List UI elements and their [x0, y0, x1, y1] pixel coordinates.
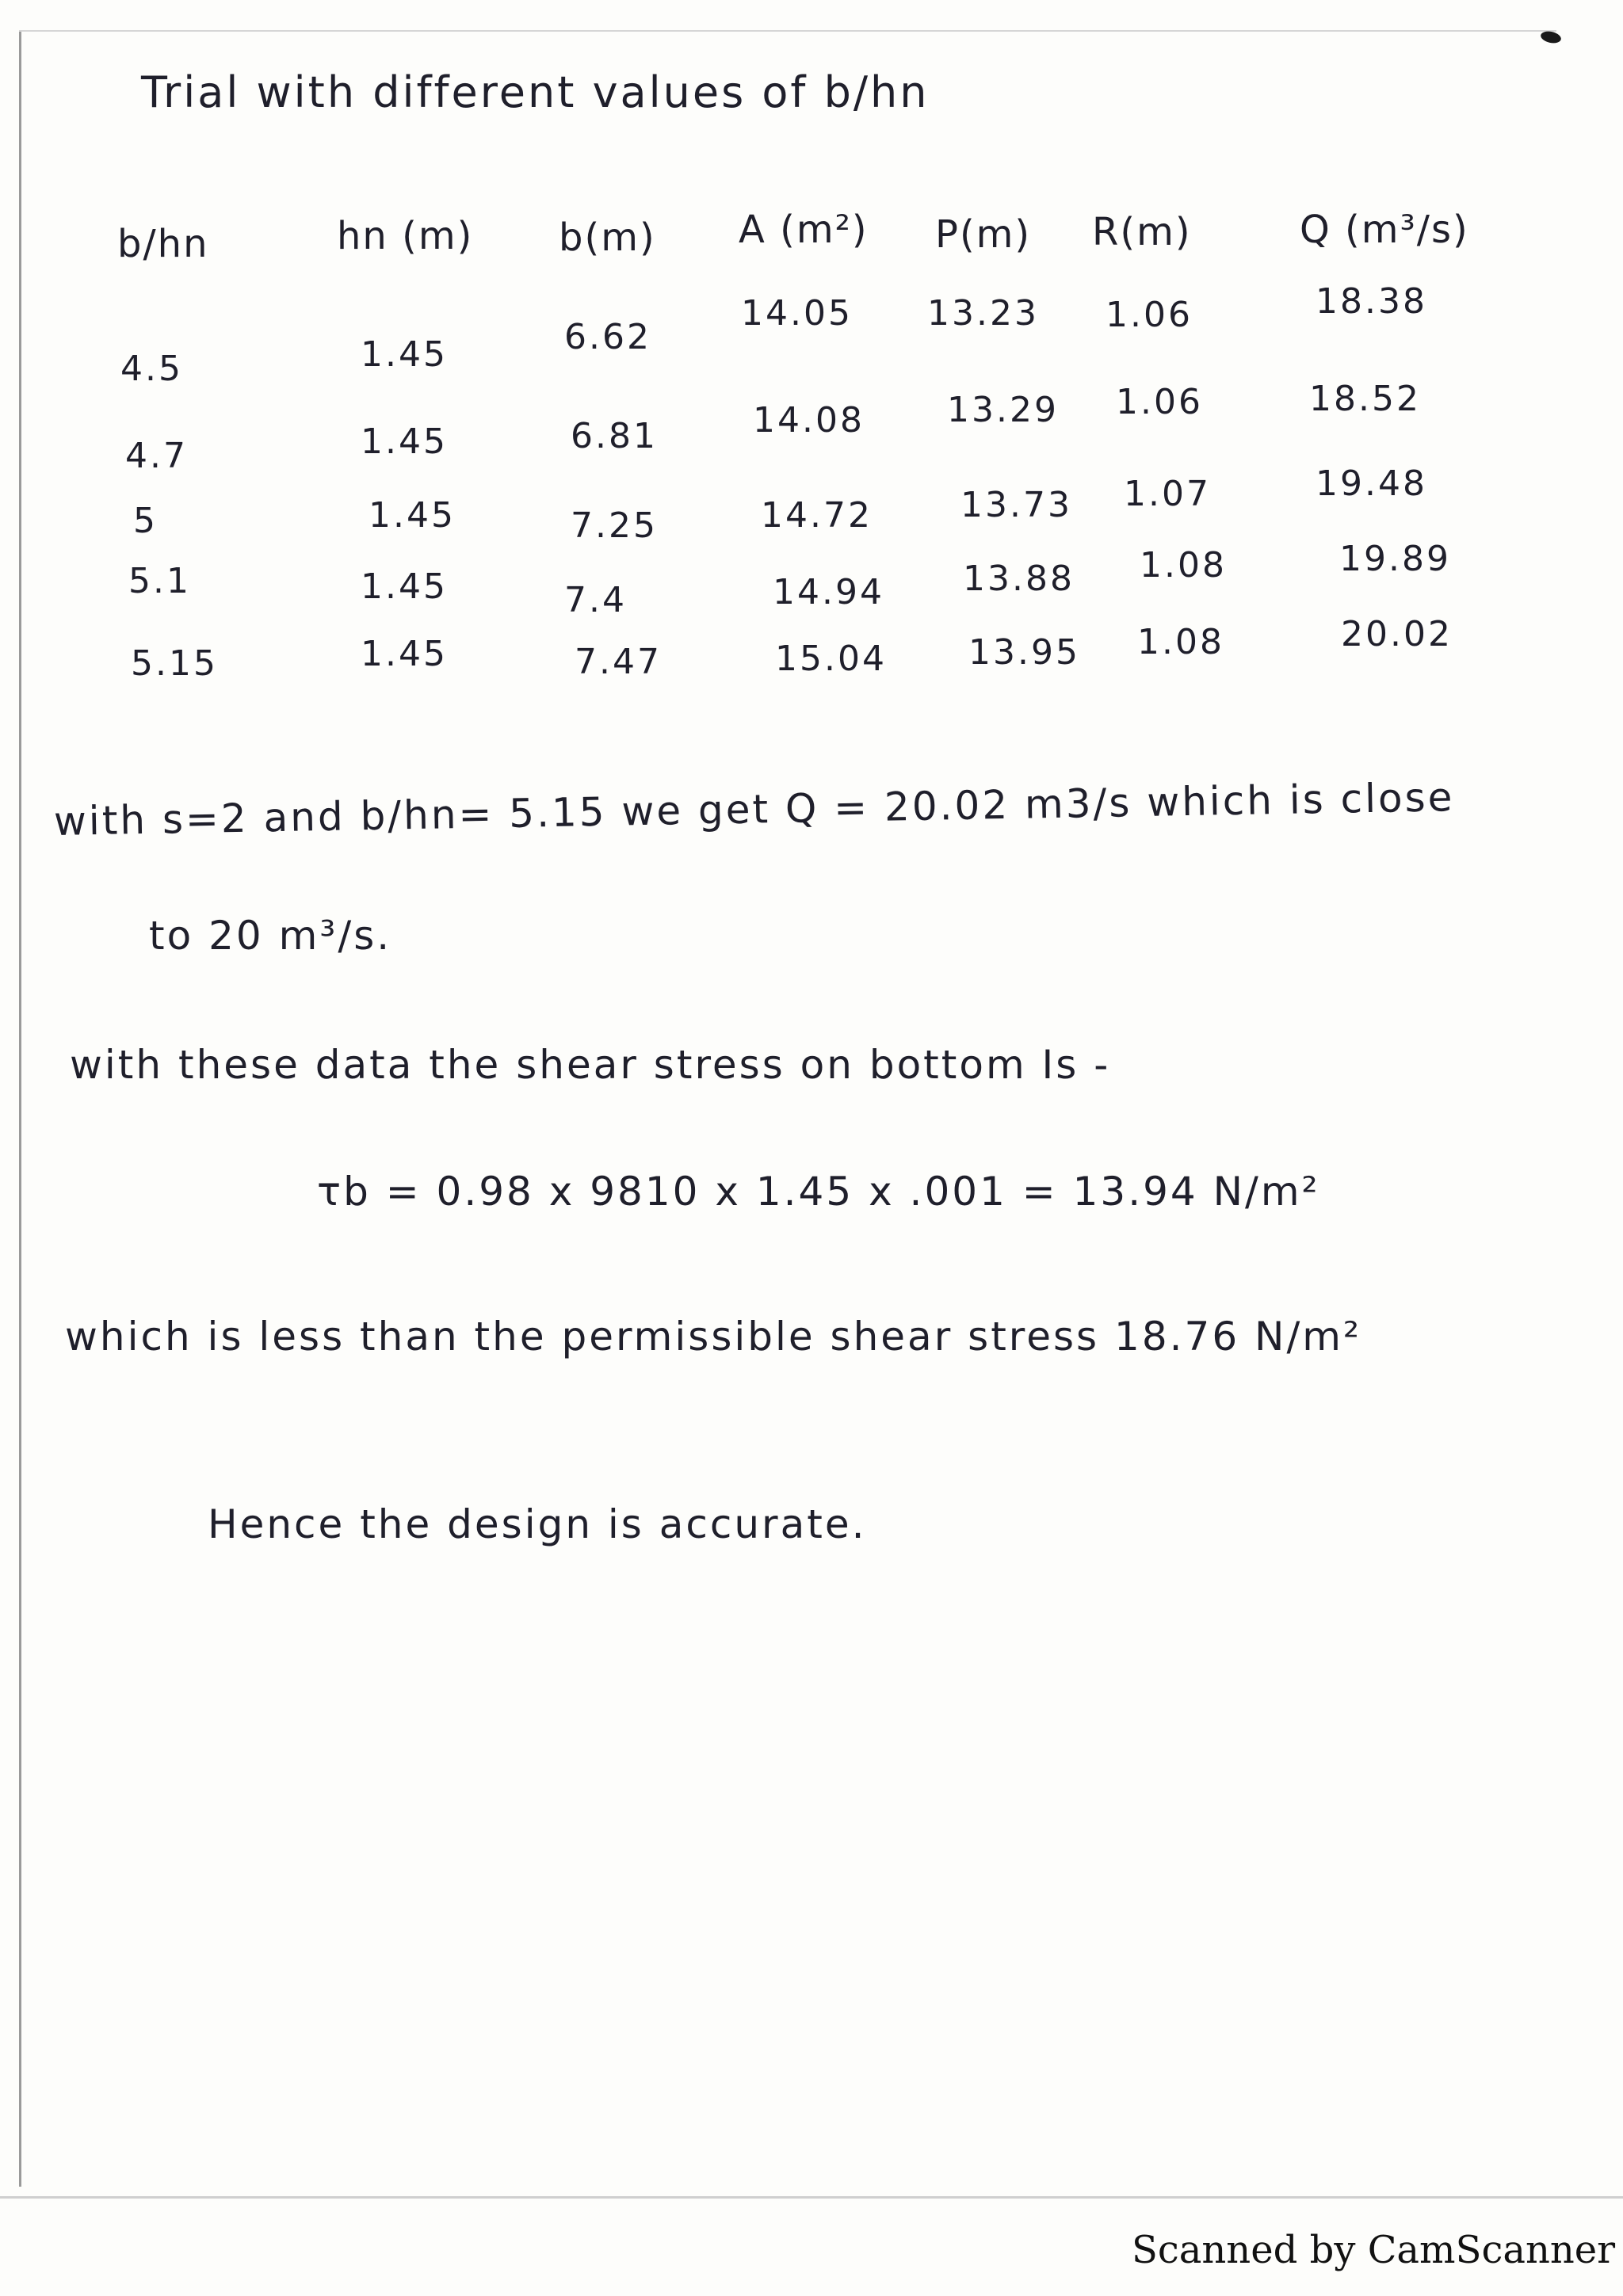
table-cell: 14.72 [761, 495, 873, 536]
shear-stress-equation: τb = 0.98 x 9810 x 1.45 x .001 = 13.94 N/m² [317, 1169, 1320, 1215]
table-cell: 7.4 [564, 580, 627, 620]
conclusion-line-1: with s=2 and b/hn= 5.15 we get Q = 20.02 m3/s which is close [53, 774, 1455, 845]
table-cell: 1.45 [361, 634, 448, 674]
table-cell: 5.1 [128, 561, 191, 601]
table-cell: 4.7 [125, 436, 188, 476]
table-cell: 1.06 [1116, 382, 1203, 422]
table-cell: 13.73 [960, 485, 1072, 525]
table-cell: 6.81 [571, 416, 658, 456]
table-cell: 1.45 [361, 334, 448, 375]
page-title: Trial with different values of b/hn [141, 67, 930, 117]
header-b: b(m) [559, 215, 656, 260]
table-cell: 6.62 [564, 317, 651, 357]
header-area: A (m²) [739, 208, 869, 252]
table-cell: 7.25 [571, 505, 658, 546]
header-b-hn: b/hn [117, 222, 209, 266]
table-cell: 13.88 [963, 559, 1075, 599]
page-left-edge [19, 32, 21, 2187]
page-bottom-edge [0, 2196, 1623, 2199]
table-cell: 14.05 [741, 293, 853, 334]
table-cell: 19.48 [1316, 463, 1427, 504]
ink-mark [1540, 29, 1562, 44]
header-discharge: Q (m³/s) [1300, 208, 1469, 252]
table-cell: 1.07 [1124, 474, 1211, 514]
table-cell: 18.38 [1316, 281, 1427, 322]
conclusion-final: Hence the design is accurate. [208, 1501, 867, 1547]
table-cell: 7.47 [575, 642, 662, 682]
shear-stress-line: with these data the shear stress on bottom Is - [70, 1042, 1111, 1088]
table-cell: 1.45 [361, 566, 448, 607]
table-cell: 20.02 [1341, 614, 1453, 654]
page-top-edge [19, 30, 1556, 32]
table-cell: 1.45 [369, 495, 456, 536]
header-hn: hn (m) [337, 214, 474, 258]
table-cell: 13.95 [968, 632, 1080, 673]
table-cell: 13.29 [947, 390, 1059, 430]
table-cell: 5 [133, 501, 158, 541]
table-cell: 15.04 [775, 639, 887, 679]
table-cell: 4.5 [120, 349, 183, 389]
table-cell: 1.06 [1106, 295, 1193, 335]
table-cell: 18.52 [1309, 379, 1421, 419]
table-cell: 14.08 [753, 400, 865, 441]
header-radius: R(m) [1092, 210, 1192, 254]
table-cell: 1.45 [361, 421, 448, 462]
table-cell: 1.08 [1140, 545, 1227, 585]
table-cell: 5.15 [131, 643, 218, 684]
table-cell: 19.89 [1339, 539, 1451, 579]
header-perimeter: P(m) [935, 212, 1032, 257]
conclusion-line-2: to 20 m³/s. [149, 913, 392, 959]
permissible-stress-line: which is less than the permissible shear stress 18.76 N/m² [65, 1314, 1362, 1360]
table-cell: 13.23 [927, 293, 1039, 334]
scanner-watermark: Scanned by CamScanner [1132, 2228, 1616, 2272]
table-cell: 14.94 [773, 572, 884, 612]
table-cell: 1.08 [1137, 622, 1224, 662]
